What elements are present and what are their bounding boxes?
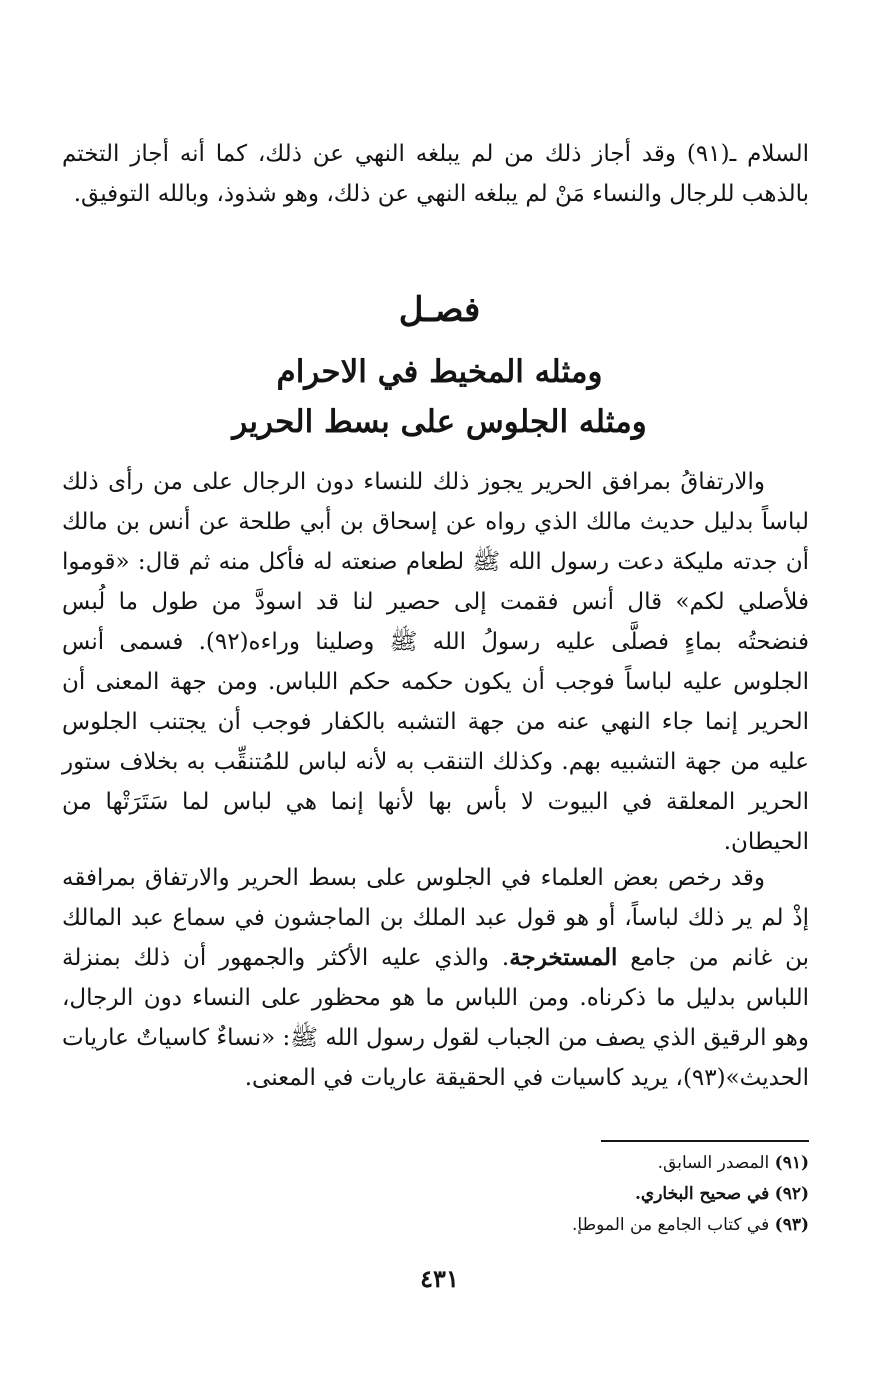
continuation-text: السلام ـ(٩١) وقد أجاز ذلك من لم يبلغه النهي عن ذلك، كما أنه أجاز التختم بالذهب للرجال والنساء مَنْ لم يبلغه النهي عن ذلك، وهو شذوذ، وبالله التوفيق. [62,141,809,207]
footnote-92 [62,1179,809,1210]
section-title-line-2: ومثله الجلوس على بسط الحرير [232,404,647,440]
footnote-divider [601,1140,809,1142]
book-title-mustakhraja: المستخرجة [509,944,618,971]
footnote-number: (٩١) [774,1153,809,1173]
continuation-paragraph [62,134,809,214]
paragraph-2-text-start: وقد رخص بعض العلماء في الجلوس على بسط الحرير والارتفاق بمرافقه إذْ لم ير ذلك لباساً، أو هو قول عبد الملك بن الماجشون في سماع عبد المالك بن غانم من جامع [62,865,810,971]
body-paragraph-1 [62,462,809,862]
section-label: فصـل [398,290,481,330]
footnote-91 [62,1148,809,1179]
footnote-93 [62,1210,809,1241]
page-number: ٤٣١ [420,1264,459,1293]
paragraph-2-text-end: . والذي عليه الأكثر والجمهور أن ذلك بمنزلة اللباس بدليل ما ذكرناه. ومن اللباس ما هو محظور على النساء دون الرجال، وهو الرقيق الذي يصف من الجباب لقول رسول الله ﷺ: «نساءٌ كاسياتٌ عاريات الحديث»(٩٣)، يريد كاسيات في الحقيقة عاريات في المعنى. [62,945,809,1091]
footnote-text: في صحيح البخاري. [634,1184,770,1204]
footnote-text: المصدر السابق. [657,1153,770,1173]
footnotes [62,1148,809,1241]
footnote-text: في كتاب الجامع من الموطإ. [572,1215,770,1235]
body-paragraph-2 [62,858,809,1098]
section-title-line-1: ومثله المخيط في الاحرام [276,354,603,390]
footnote-number: (٩٣) [774,1215,809,1235]
footnote-number: (٩٢) [774,1184,809,1204]
paragraph-1-text: والارتفاقُ بمرافق الحرير يجوز ذلك للنساء دون الرجال على من رأى ذلك لباساً بدليل حديث مالك الذي رواه عن إسحاق بن أبي طلحة عن أنس بن مالك أن جدته مليكة دعت رسول الله ﷺ لطعام صنعته له فأكل منه ثم قال: «قوموا فلأصلي لكم» قال أنس فقمت إلى حصير لنا قد اسودَّ من طول ما لُبس فنضحتُه بماءٍ فصلَّى عليه رسولُ الله ﷺ وصلينا وراءه(٩٢). فسمى أنس الجلوس عليه لباساً فوجب أن يكون حكمه حكم اللباس. ومن جهة المعنى أن الحرير إنما جاء النهي عنه من جهة التشبه بالكفار فوجب أن يجتنب الجلوس عليه من جهة التشبيه بهم. وكذلك التنقب به لأنه لباس للمُتنقِّب به بخلاف ستور الحرير المعلقة في البيوت لا بأس بها لأنها إنما هي لباس لما سَتَرَتْها من الحيطان. [62,469,809,855]
